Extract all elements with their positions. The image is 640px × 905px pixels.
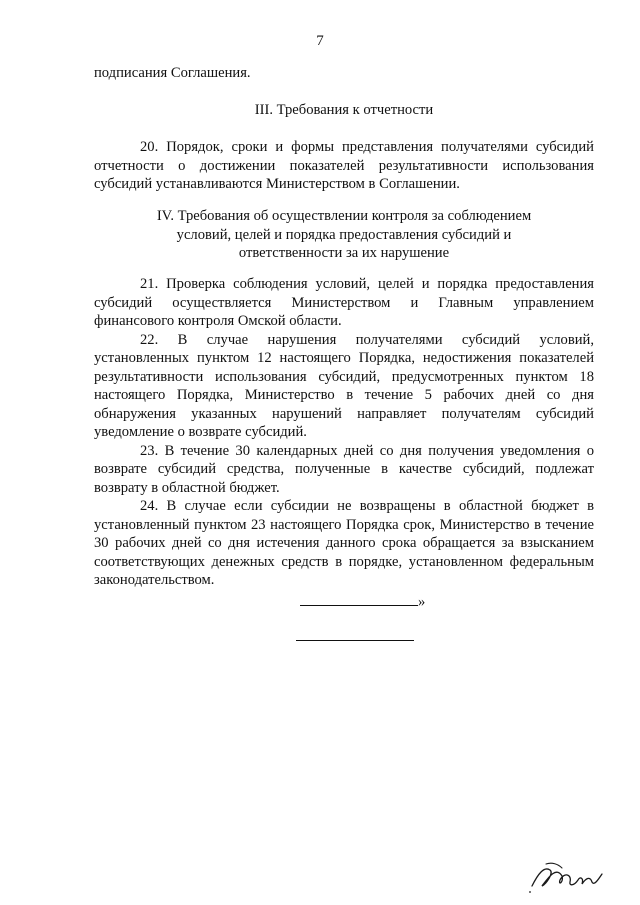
- paragraph-24: 24. В случае если субсидии не возвращены в областной бюджет в установленный пунктом 23 настоящего Порядка срок, Министерство в течение 30 рабочих дней со дня истечения данного срока обращается за взысканием соответствующих денежных средств в порядке, установленном федеральным законодательством.: [94, 498, 594, 588]
- section-4-heading-line-2: условий, целей и порядка предоставления субсидий и: [176, 226, 512, 243]
- paragraph-22: 22. В случае нарушения получателями субсидий условий, установленных пунктом 12 настоящего Порядка, недостижения показателей результативности использования субсидий, предусмотренных пунктом 18 настоящего Порядка, Министерство в течение 5 рабочих дней со дня обнаружения указанных нарушений направляет получателям субсидий уведомление о возврате субсидий.: [94, 331, 594, 440]
- section-4-heading: [94, 207, 594, 263]
- section-3-heading: III. Требования к отчетности: [254, 102, 434, 118]
- paragraph-21: 21. Проверка соблюдения условий, целей и порядка предоставления субсидий осуществляется Министерством и Главным управлением финансового контроля Омской области.: [94, 276, 594, 329]
- section-4-heading-line-1: IV. Требования об осуществлении контроля за соблюдением: [156, 208, 532, 224]
- page-number: 7: [316, 33, 324, 49]
- section-4-heading-line-3: ответственности за их нарушение: [238, 245, 450, 261]
- lead-line: подписания Соглашения.: [94, 65, 251, 81]
- section-3-body: [94, 138, 594, 194]
- paragraph-23: 23. В течение 30 календарных дней со дня получения уведомления о возврате субсидий средства, полученные в качестве субсидий, подлежат возврату в областной бюджет.: [94, 442, 594, 496]
- handwritten-signature: [528, 856, 608, 896]
- section-4-body: [94, 275, 594, 590]
- closing-rule: [300, 605, 418, 606]
- closing-line: [300, 594, 425, 611]
- end-rule: [296, 640, 414, 641]
- paragraph-20: 20. Порядок, сроки и формы представления получателями субсидий отчетности о достижении показателей результативности использования субсидий устанавливаются Министерством в Соглашении.: [94, 139, 594, 192]
- closing-quote: »: [418, 594, 426, 610]
